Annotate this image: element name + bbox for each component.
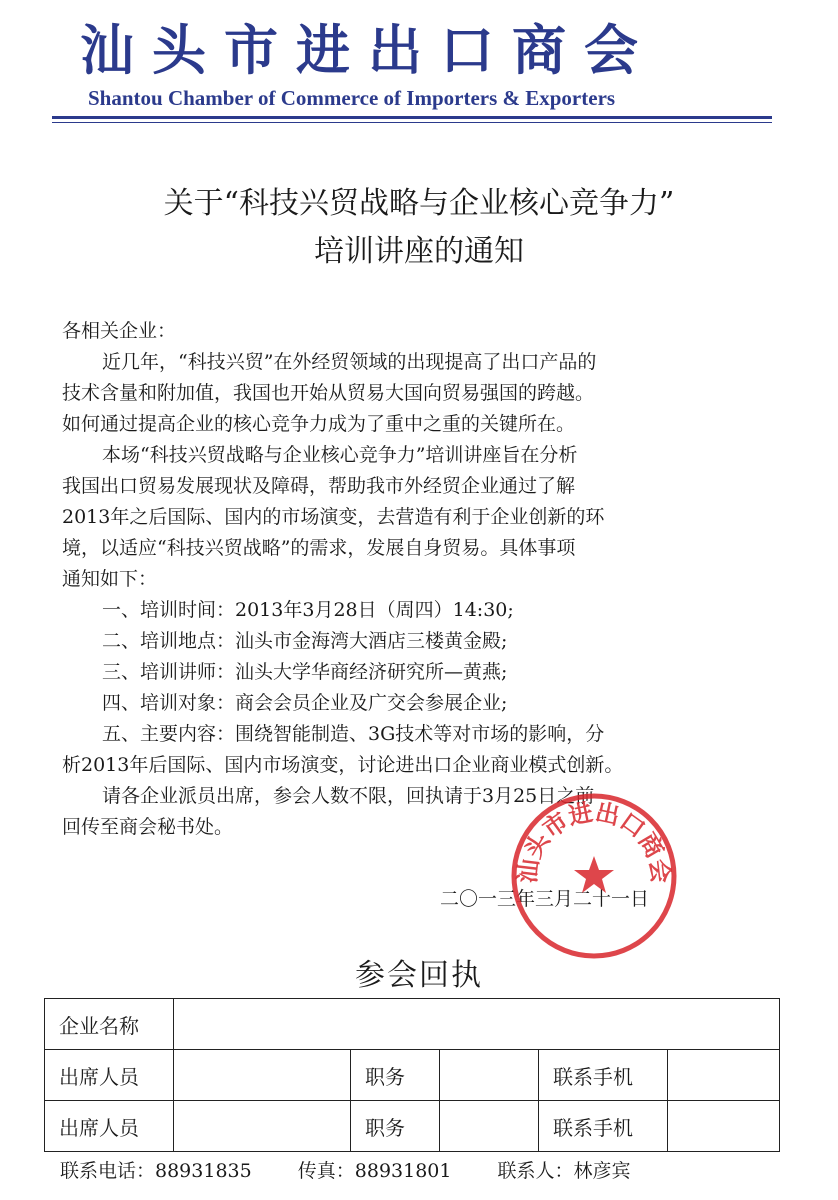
table-row <box>45 999 780 1050</box>
list-item: 四、培训对象：商会会员企业及广交会参展企业; <box>102 692 508 714</box>
notice-title-line1: 关于“科技兴贸战略与企业核心竞争力” <box>163 186 675 221</box>
position-label: 职务 <box>351 1101 440 1152</box>
list-item-continuation: 析2013年后国际、国内市场演变，讨论进出口企业商业模式创新。 <box>62 754 624 776</box>
greeting: 各相关企业： <box>62 320 177 342</box>
paragraph-line: 如何通过提高企业的核心竞争力成为了重中之重的关键所在。 <box>62 413 576 435</box>
contact-person: 联系人：林彦宾 <box>497 1160 631 1182</box>
paragraph-line: 我国出口贸易发展现状及障碍，帮助我市外经贸企业通过了解 <box>62 475 576 497</box>
table-row <box>45 1050 780 1101</box>
notice-body <box>62 316 762 843</box>
notice-title-line2: 培训讲座的通知 <box>314 234 524 269</box>
attendee-field[interactable] <box>174 1050 351 1101</box>
paragraph-line: 2013年之后国际、国内的市场演变，去营造有利于企业创新的环 <box>62 506 605 528</box>
list-item: 一、培训时间：2013年3月28日（周四）14:30; <box>102 599 514 621</box>
paragraph-line: 本场“科技兴贸战略与企业核心竞争力”培训讲座旨在分析 <box>102 444 578 466</box>
receipt-form-title: 参会回执 <box>355 958 483 993</box>
closing-line: 请各企业派员出席，参会人数不限，回执请于3月25日之前 <box>102 785 595 807</box>
org-name-english: Shantou Chamber of Commerce of Importers & Exporters <box>88 86 616 110</box>
official-seal-stamp <box>508 790 680 962</box>
list-item: 五、主要内容：围绕智能制造、3G技术等对市场的影响，分 <box>102 723 605 745</box>
mobile-field[interactable] <box>668 1050 780 1101</box>
contact-fax: 传真：88931801 <box>297 1160 452 1182</box>
position-field[interactable] <box>440 1101 539 1152</box>
contact-footer <box>60 1156 671 1183</box>
contact-phone: 联系电话：88931835 <box>60 1160 252 1182</box>
paragraph-line: 技术含量和附加值，我国也开始从贸易大国向贸易强国的跨越。 <box>62 382 595 404</box>
mobile-label: 联系手机 <box>539 1101 668 1152</box>
attendee-label: 出席人员 <box>45 1050 174 1101</box>
paragraph-line: 通知如下： <box>62 568 158 590</box>
company-name-label: 企业名称 <box>45 999 174 1050</box>
table-row <box>45 1101 780 1152</box>
attendee-label: 出席人员 <box>45 1101 174 1152</box>
list-item: 二、培训地点：汕头市金海湾大酒店三楼黄金殿; <box>102 630 508 652</box>
position-field[interactable] <box>440 1050 539 1101</box>
mobile-field[interactable] <box>668 1101 780 1152</box>
letterhead-rule-thick <box>52 116 772 119</box>
seal-text: 汕头市进出口商会 <box>513 798 675 885</box>
notice-date: 二〇一三年三月二十一日 <box>440 888 650 910</box>
paragraph-line: 境，以适应“科技兴贸战略”的需求，发展自身贸易。具体事项 <box>62 537 576 559</box>
list-item: 三、培训讲师：汕头大学华商经济研究所—黄燕; <box>102 661 508 683</box>
position-label: 职务 <box>351 1050 440 1101</box>
letterhead-rule-thin <box>52 122 772 123</box>
company-name-field[interactable] <box>174 999 780 1050</box>
letterhead <box>0 0 838 130</box>
mobile-label: 联系手机 <box>539 1050 668 1101</box>
closing-line: 回传至商会秘书处。 <box>62 816 234 838</box>
receipt-form-table <box>44 998 780 1152</box>
org-name-chinese: 汕头市进出口商会 <box>80 18 656 82</box>
paragraph-line: 近几年，“科技兴贸”在外经贸领域的出现提高了出口产品的 <box>102 351 597 373</box>
attendee-field[interactable] <box>174 1101 351 1152</box>
